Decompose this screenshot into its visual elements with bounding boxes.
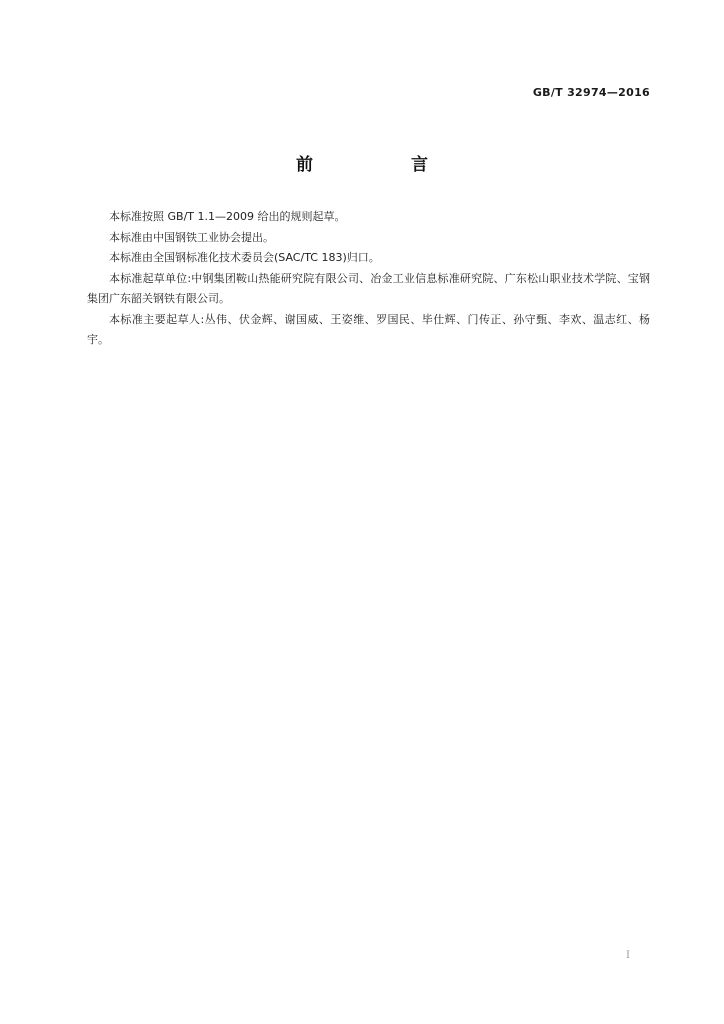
standard-number: GB/T 32974—2016 xyxy=(532,86,650,99)
paragraph-drafting-organizations: 本标准起草单位:中钢集团鞍山热能研究院有限公司、冶金工业信息标准研究院、广东松山职业技术学院、宝钢集团广东韶关钢铁有限公司。 xyxy=(87,271,650,305)
section-title: 前 言 xyxy=(296,155,474,175)
paragraph-proposer: 本标准由中国钢铁工业协会提出。 xyxy=(109,230,274,244)
foreword-body xyxy=(87,207,650,351)
page-number: I xyxy=(626,950,630,961)
paragraph-drafting-rules: 本标准按照 GB/T 1.1—2009 给出的规则起草。 xyxy=(109,210,346,223)
paragraph-main-drafters: 本标准主要起草人:丛伟、伏金辉、谢国威、王姿维、罗国民、毕仕辉、门传正、孙守甄、李欢、温志红、杨宇。 xyxy=(87,312,650,346)
paragraph-technical-committee: 本标准由全国钢标准化技术委员会(SAC/TC 183)归口。 xyxy=(109,251,380,264)
